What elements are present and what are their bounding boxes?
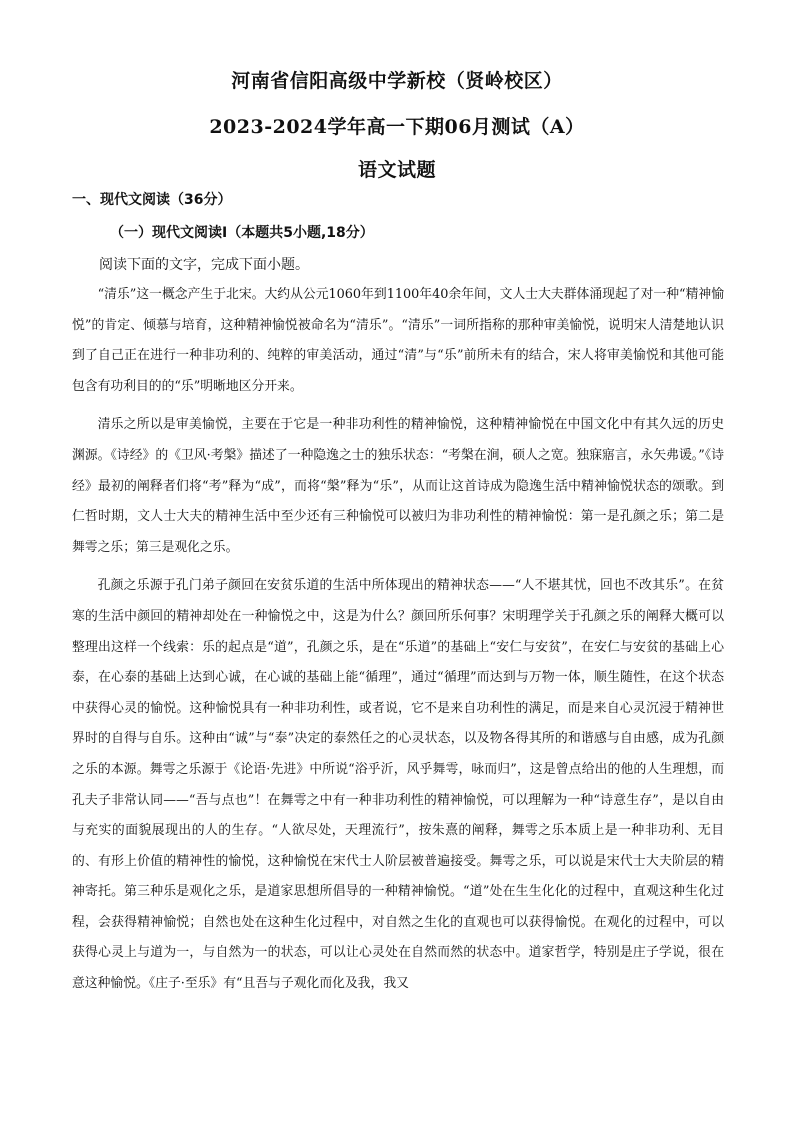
subsection-heading: （一）现代文阅读Ⅰ（本题共5小题,18分） bbox=[110, 225, 374, 241]
section-heading: 一、现代文阅读（36分） bbox=[72, 192, 232, 208]
subject-title: 语文试题 bbox=[357, 159, 436, 181]
passage-paragraph-3: 孔颜之乐源于孔门弟子颜回在安贫乐道的生活中所体现出的精神状态——“人不堪其忧，回也不改其乐”。在贫寒的生活中颜回的精神却处在一种愉悦之中，这是为什么？颜回所乐何事？宋明理学关于孔颜之乐的阐释大概可以整理出这样一个线索：乐的起点是“道”，孔颜之乐，是在“乐道”的基础上“安仁与安贫”，在安仁与安贫的基础上心泰，在心泰的基础上达到心诚，在心诚的基础上能“循理”，通过“循理”而达到与万物一体，顺生随性，在这个状态中获得心灵的愉悦。这种愉悦具有一种非功利性，或者说，它不是来自功利性的满足，而是来自心灵沉浸于精神世界时的自得与自乐。这种由“诚”与“泰”决定的泰然任之的心灵状态，以及物各得其所的和谐感与自由感，成为孔颜之乐的本源。舞雩之乐源于《论语·先进》中所说“浴乎沂，风乎舞雩，咏而归”，这是曾点给出的他的人生理想，而孔夫子非常认同——“吾与点也”！在舞雩之中有一种非功利性的精神愉悦，可以理解为一种“诗意生存”，是以自由与充实的面貌展现出的人的生存。“人欲尽处，天理流行”，按朱熹的阐释，舞雩之乐本质上是一种非功利、无目的、有形上价值的精神性的愉悦，这种愉悦在宋代士人阶层被普遍接受。舞雩之乐，可以说是宋代士大夫阶层的精神寄托。第三种乐是观化之乐，是道家思想所倡导的一种精神愉悦。“道”处在生生化化的过程中，直观这种生化过程，会获得精神愉悦；自然也处在这种生化过程中，对自然之生化的直观也可以获得愉悦。在观化的过程中，可以获得心灵上与道为一，与自然为一的状态，可以让心灵处在自然而然的状态中。道家哲学，特别是庄子学说，很在意这种愉悦。《庄子·至乐》有“且吾与子观化而化及我，我又 bbox=[72, 578, 724, 992]
exam-title: 2023-2024学年高一下期06月测试（A） bbox=[209, 116, 585, 138]
passage-paragraph-1: “清乐”这一概念产生于北宋。大约从公元1060年到1100年40余年间，文人士大夫群体涌现起了对一种“精神愉悦”的肯定、倾慕与培育，这种精神愉悦被命名为“清乐”。“清乐”一词所指称的那种审美愉悦，说明宋人清楚地认识到了自己正在进行一种非功利的、纯粹的审美活动，通过“清”与“乐”前所未有的结合，宋人将审美愉悦和其他可能包含有功利目的的“乐”明晰地区分开来。 bbox=[72, 287, 724, 394]
passage-body bbox=[72, 280, 724, 1000]
school-title: 河南省信阳高级中学新校（贤岭校区） bbox=[231, 70, 563, 92]
passage-paragraph-2: 清乐之所以是审美愉悦，主要在于它是一种非功利性的精神愉悦，这种精神愉悦在中国文化中有其久远的历史渊源。《诗经》的《卫风·考槃》描述了一种隐逸之士的独乐状态：“考槃在涧，硕人之宽。独寐寤言，永矢弗谖。”《诗经》最初的阐释者们将“考”释为“成”，而将“槃”释为“乐”，从而让这首诗成为隐逸生活中精神愉悦状态的颂歌。到仁哲时期，文人士大夫的精神生活中至少还有三种愉悦可以被归为非功利性的精神愉悦：第一是孔颜之乐；第二是舞雩之乐；第三是观化之乐。 bbox=[72, 417, 724, 555]
reading-instruction: 阅读下面的文字，完成下面小题。 bbox=[99, 257, 309, 273]
